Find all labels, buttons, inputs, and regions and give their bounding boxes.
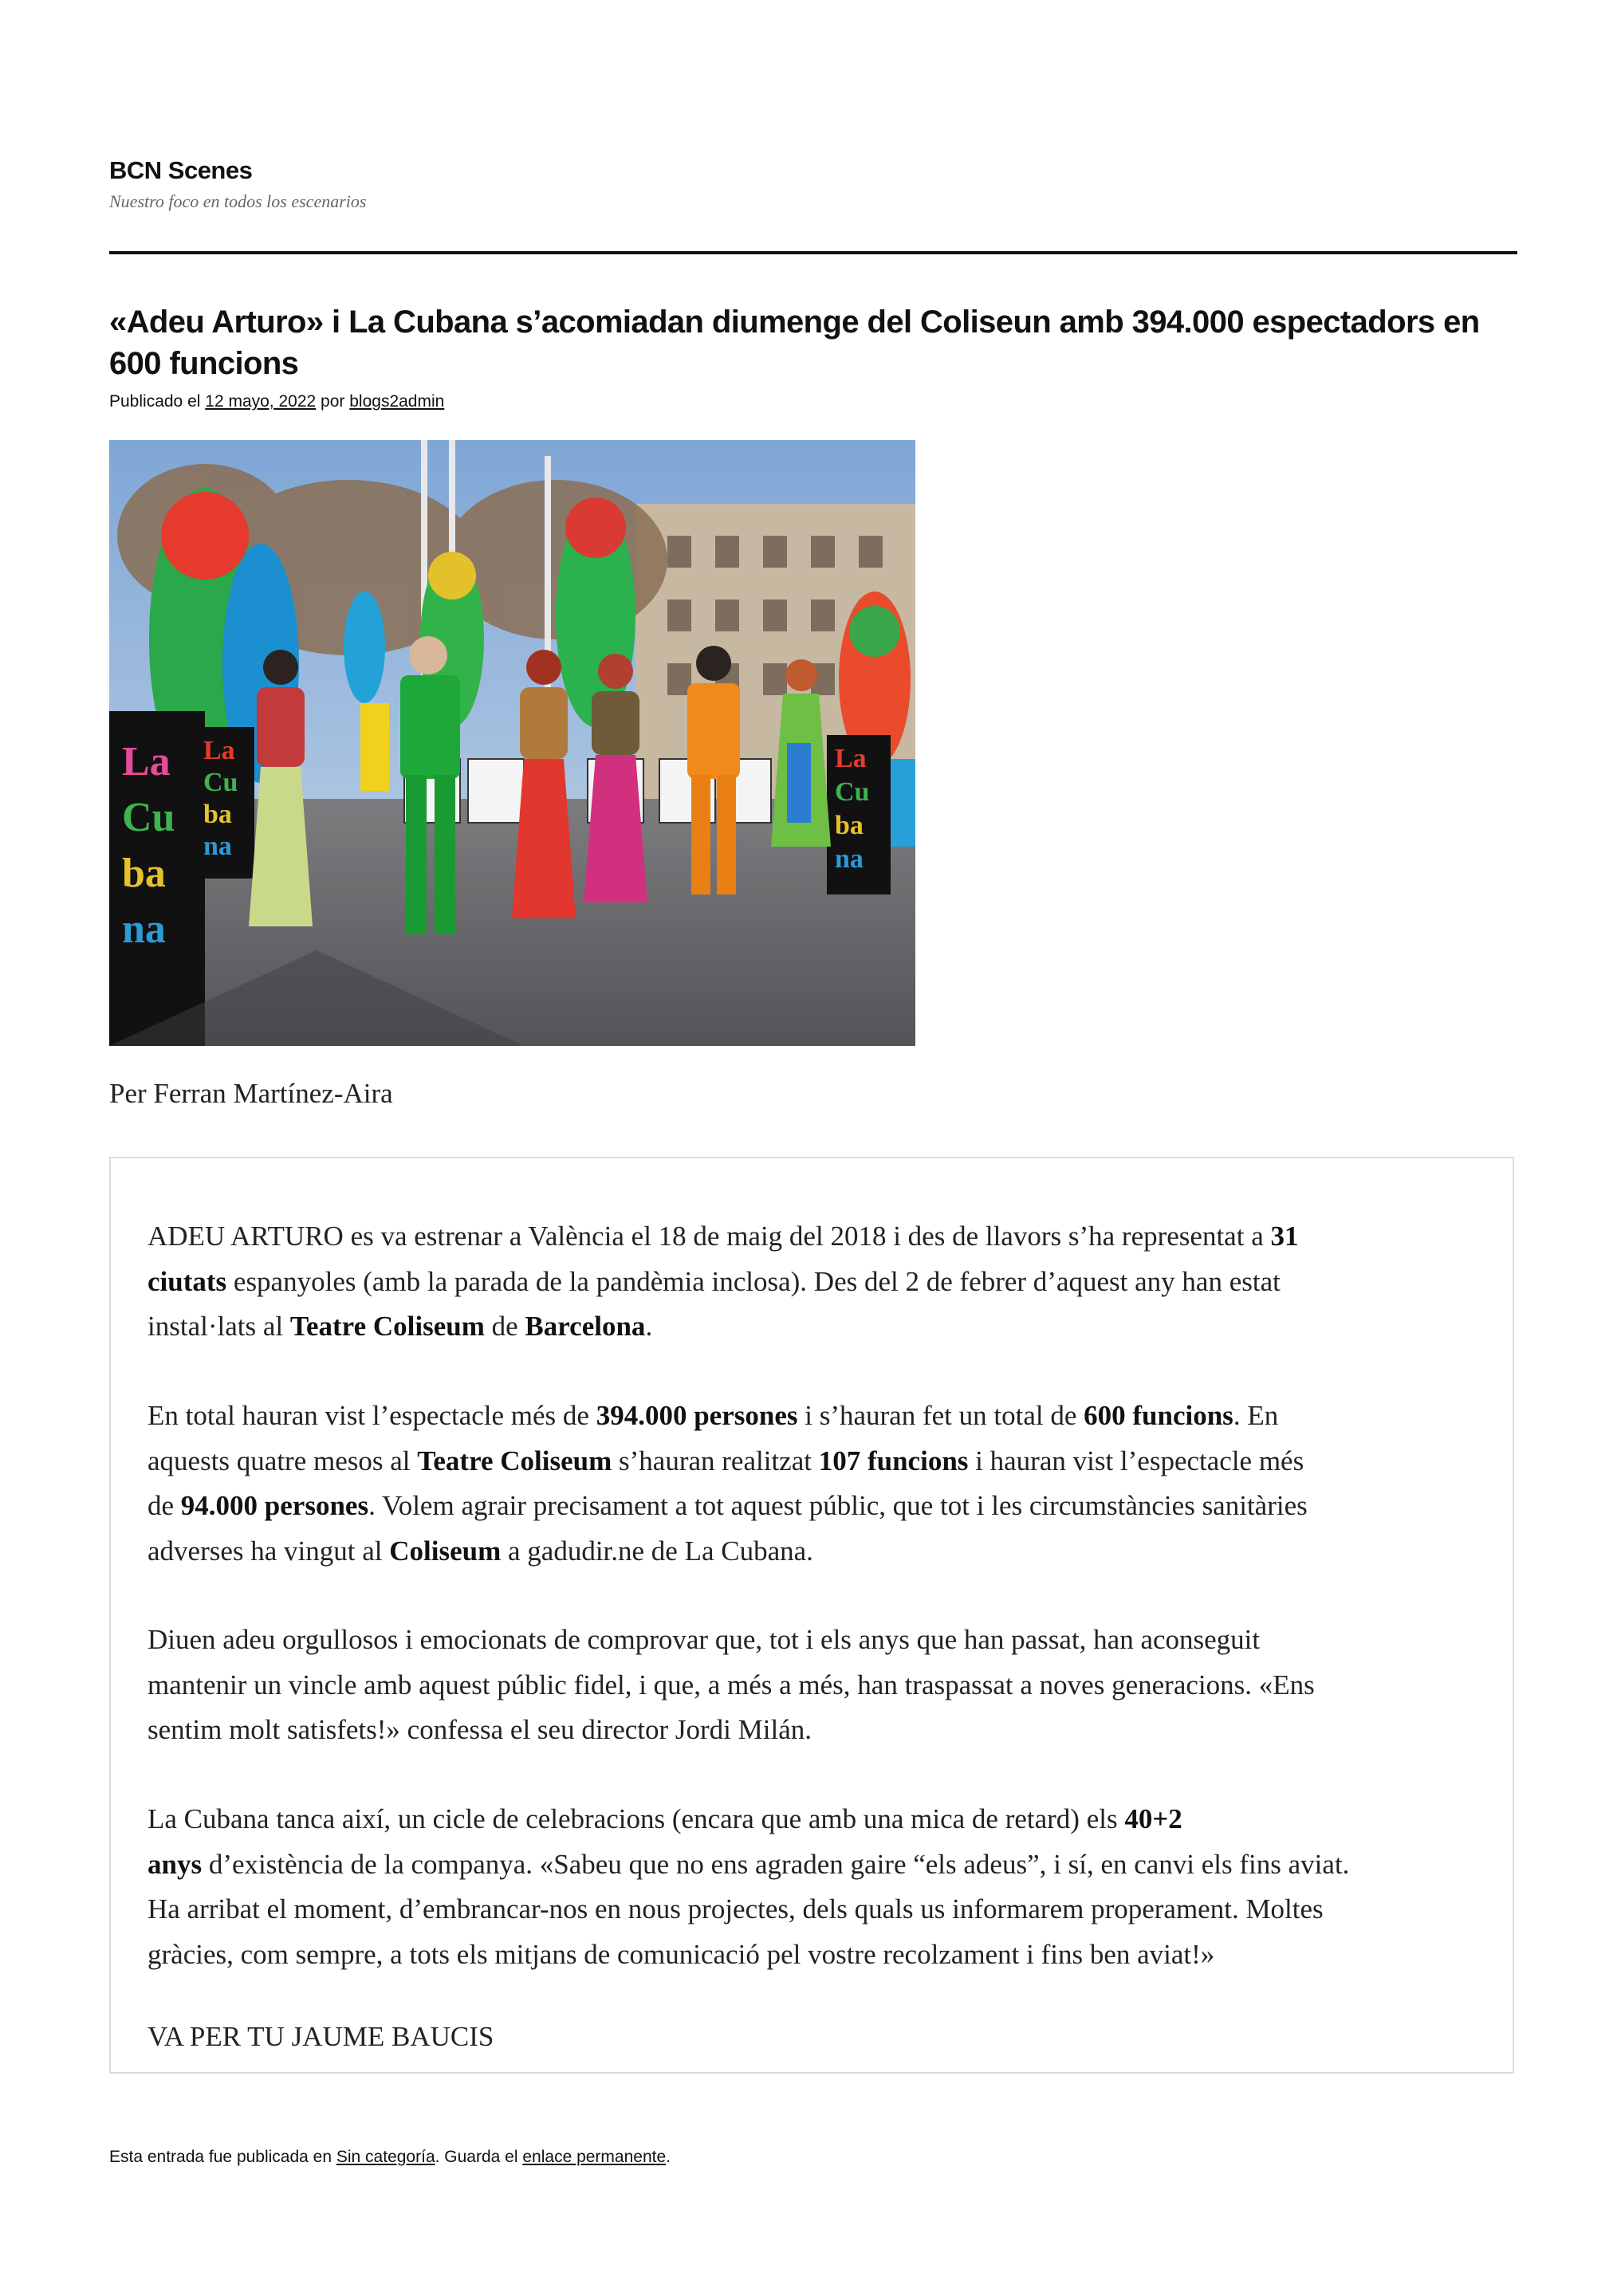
article-quote-box [109,1157,1514,2074]
meta-by: por [321,392,345,411]
site-title[interactable]: BCN Scenes [109,156,253,184]
article-byline: Per Ferran Martínez-Aira [109,1078,393,1109]
svg-text:ba: ba [122,851,166,896]
svg-text:na: na [835,844,864,874]
svg-text:na: na [122,906,166,952]
featured-image [109,440,915,1046]
meta-prefix: Publicado el [109,392,201,411]
permalink-link[interactable]: enlace permanente [522,2148,667,2166]
svg-text:La: La [122,739,171,784]
site-tagline: Nuestro foco en todos los escenarios [109,191,367,211]
svg-text:La: La [203,736,235,765]
svg-text:La: La [835,744,867,773]
post-date-link[interactable]: 12 mayo, 2022 [205,392,317,411]
svg-text:Cu: Cu [122,795,175,840]
svg-text:na: na [203,832,232,861]
paragraph-4: La Cubana tanca així, un cicle de celebracions (encara que amb una mica de retard) els 40+2 anys d’existència de la companya. «Sabeu que no ens agraden gaire “els adeus”, i sí, en canvi els fins aviat. Ha arribat el moment, d’embrancar-nos en nous projectes, dels quals us informarem properament. Moltes gràcies, com sempre, a tots els mitjans de comunicació pel vostre recolzament i fins ben aviat!» [148,1803,1350,1970]
header-divider [109,251,1517,254]
svg-text:Cu: Cu [203,768,238,797]
post-author-link[interactable]: blogs2admin [349,392,445,411]
paragraph-2: En total hauran vist l’espectacle més de 394.000 persones i s’hauran fet un total de 600 funcions. En aquests quatre mesos al Teatre Coliseum s’hauran realitzat 107 funcions i hauran vist l’espectacle més de 94.000 persones. Volem agrair precisament a tot aquest públic, que tot i les circumstàncies sanitàries adverses ha vingut al Coliseum a gadudir.ne de La Cubana. [148,1400,1308,1567]
svg-text:ba: ba [203,800,232,829]
svg-text:Cu: Cu [835,777,870,807]
category-link[interactable]: Sin categoría [336,2148,435,2166]
paragraph-5: VA PER TU JAUME BAUCIS [148,2021,494,2052]
post-title: «Adeu Arturo» i La Cubana s’acomiadan diumenge del Coliseun amb 394.000 espectadors en 600 funcions [109,305,1480,381]
post-meta [109,392,444,411]
svg-text:ba: ba [835,811,864,840]
paragraph-1: ADEU ARTURO es va estrenar a València el 18 de maig del 2018 i des de llavors s’ha representat a 31 ciutats espanyoles (amb la parada de la pandèmia inclosa). Des del 2 de febrer d’aquest any han estat instal·lats al Teatre Coliseum de Barcelona. [148,1221,1299,1342]
paragraph-3: Diuen adeu orgullosos i emocionats de comprovar que, tot i els anys que han passat, han aconseguit mantenir un vincle amb aquest públic fidel, i que, a més a més, han traspassat a noves generacions. «Ens sentim molt satisfets!» confessa el seu director Jordi Milán. [148,1624,1315,1745]
entry-footer: Esta entrada fue publicada en Sin categoría. Guarda el enlace permanente. [109,2148,671,2166]
street-performance-photo [109,440,915,1046]
